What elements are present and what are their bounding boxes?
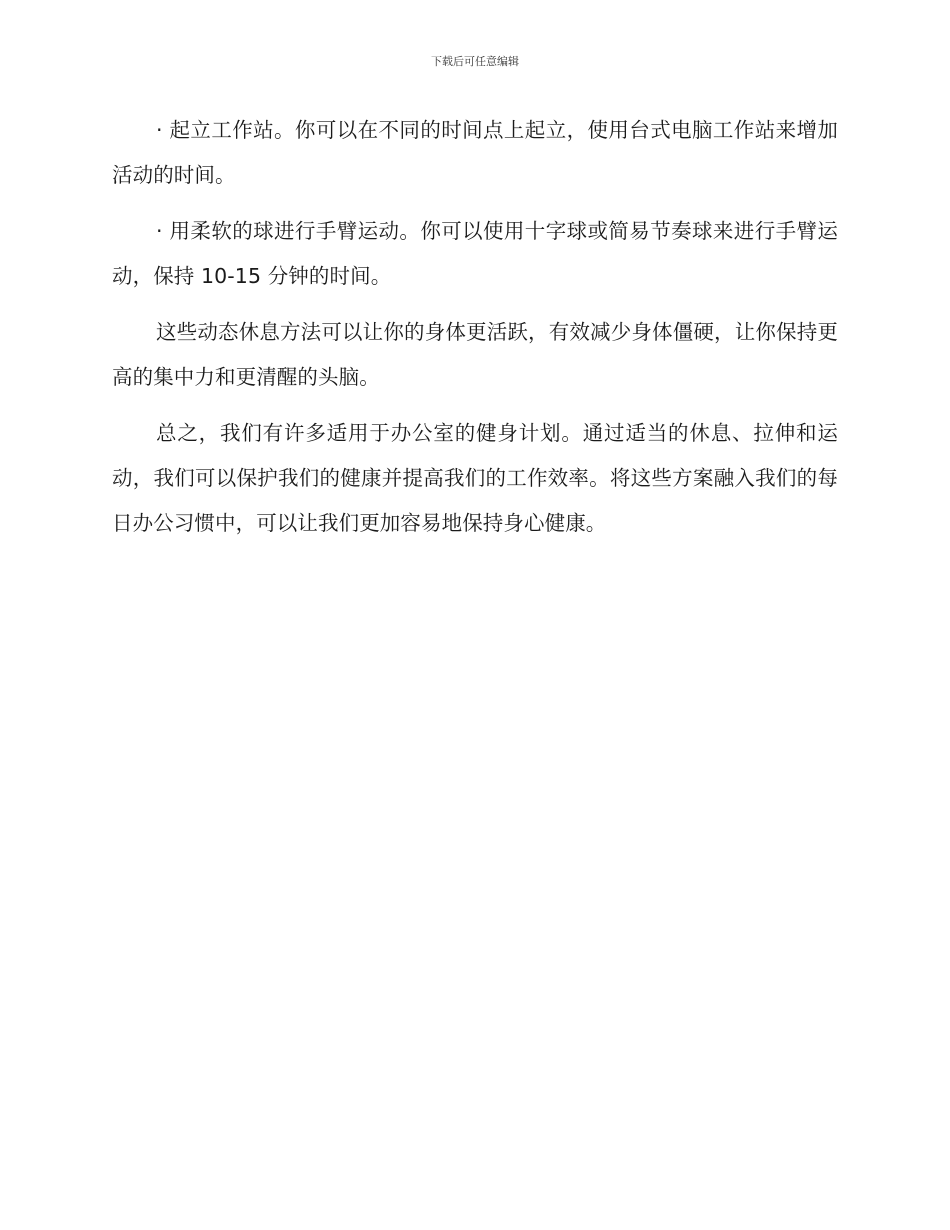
paragraph-dynamic-rest: 这些动态休息方法可以让你的身体更活跃，有效减少身体僵硬，让你保持更高的集中力和更清醒的头脑。 xyxy=(112,320,838,389)
paragraph-conclusion: 总之，我们有许多适用于办公室的健身计划。通过适当的休息、拉伸和运动，我们可以保护我们的健康并提高我们的工作效率。将这些方案融入我们的每日办公习惯中，可以让我们更加容易地保持身心健康。 xyxy=(112,421,838,535)
document-body xyxy=(112,108,838,557)
paragraph-standing-workstation: · 起立工作站。你可以在不同的时间点上起立，使用台式电脑工作站来增加活动的时间。 xyxy=(112,118,838,187)
paragraph-arm-exercise: · 用柔软的球进行手臂运动。你可以使用十字球或简易节奏球来进行手臂运动，保持 10-15 分钟的时间。 xyxy=(112,219,838,288)
page-header: 下载后可任意编辑 xyxy=(431,55,519,68)
